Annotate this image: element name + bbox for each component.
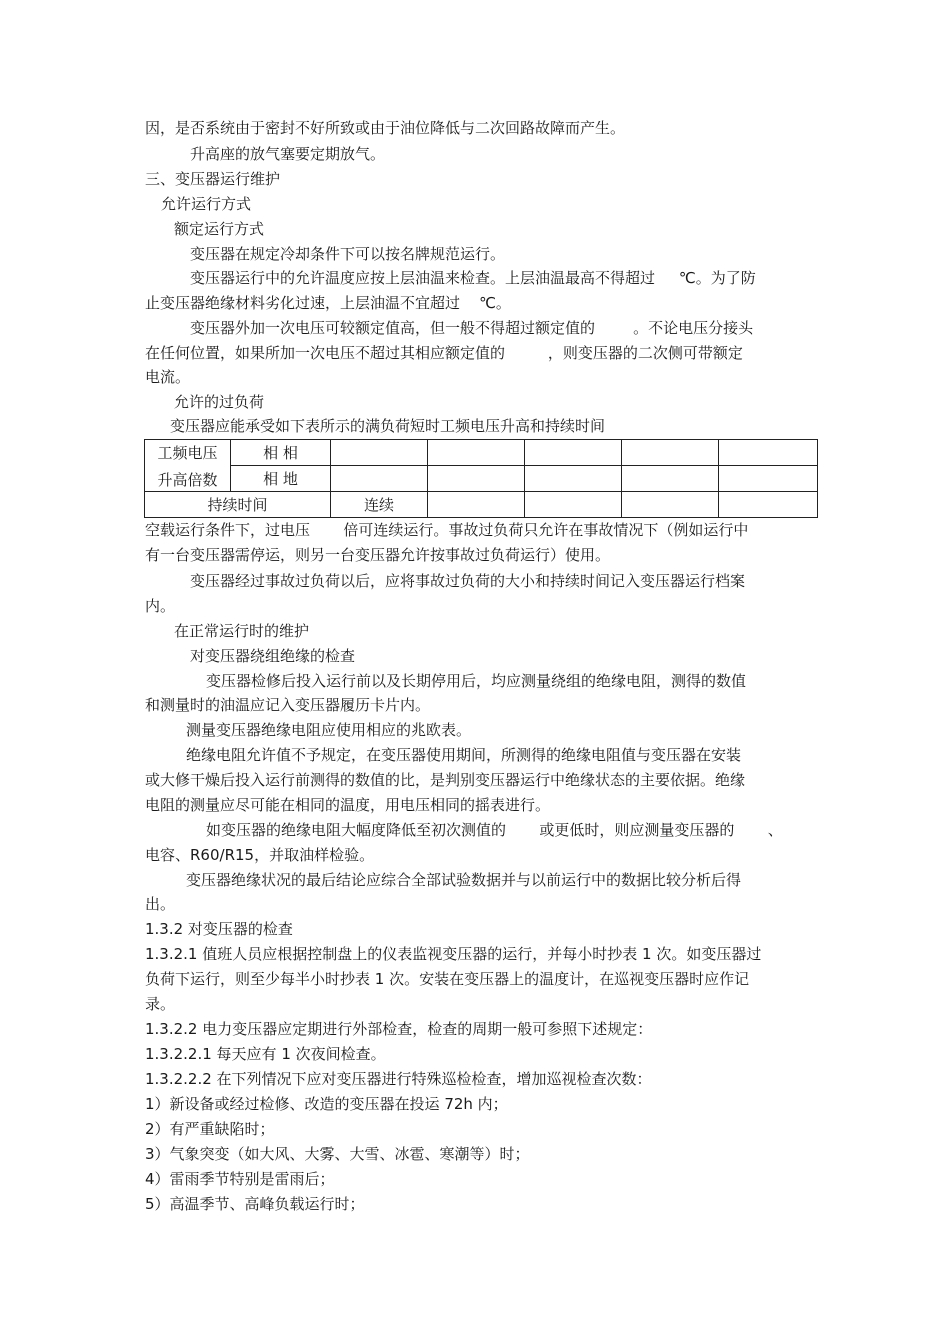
- text-line: 1.3.2.2 电力变压器应定期进行外部检查，检查的周期一般可参照下述规定：: [145, 1020, 653, 1038]
- text-line: 空载运行条件下，过电压 倍可连续运行。事故过负荷只允许在事故情况下（例如运行中: [145, 521, 749, 539]
- text-line: 录。: [145, 995, 176, 1013]
- table-cell: [622, 440, 719, 466]
- row-header-line: 工频电压: [157, 443, 218, 462]
- text-line: 变压器经过事故过负荷以后，应将事故过负荷的大小和持续时间记入变压器运行档案: [190, 572, 746, 590]
- text-line: 出。: [145, 895, 176, 913]
- list-item: 2）有严重缺陷时；: [145, 1120, 275, 1138]
- text-line: 升高座的放气塞要定期放气。: [190, 145, 386, 163]
- text-line: 变压器绝缘状况的最后结论应综合全部试验数据并与以前运行中的数据比较分析后得: [186, 871, 742, 889]
- table-cell: [331, 466, 428, 492]
- text-line: 电容、R60/R15，并取油样检验。: [145, 846, 375, 864]
- text-line: 因，是否系统由于密封不好所致或由于油位降低与二次回路故障而产生。: [145, 119, 626, 137]
- row-header-line: 升高倍数: [157, 470, 218, 489]
- subsection-heading: 额定运行方式: [174, 220, 265, 238]
- text-line: 1.3.2.2.2 在下列情况下应对变压器进行特殊巡检检查，增加巡视检查次数：: [145, 1070, 652, 1088]
- subsection-heading: 允许运行方式: [161, 195, 252, 213]
- table-cell: [428, 492, 525, 518]
- table-caption: 变压器应能承受如下表所示的满负荷短时工频电压升高和持续时间: [170, 417, 606, 435]
- table-cell: [622, 492, 719, 518]
- text-line: 止变压器绝缘材料劣化过速，上层油温不宜超过 ℃。: [145, 294, 511, 312]
- list-item: 5）高温季节、高峰负载运行时；: [145, 1195, 365, 1213]
- table-cell: [719, 466, 818, 492]
- table-cell: [331, 440, 428, 466]
- text-line: 1.3.2.1 值班人员应根据控制盘上的仪表监视变压器的运行，并每小时抄表 1 次。如变压器过: [145, 945, 762, 963]
- table-cell: [428, 440, 525, 466]
- text-line: 或大修干燥后投入运行前测得的数值的比，是判别变压器运行中绝缘状态的主要依据。绝缘: [145, 771, 746, 789]
- phase-phase-cell: 相 相: [231, 440, 331, 466]
- subsection-heading: 允许的过负荷: [174, 393, 265, 411]
- text-line: 和测量时的油温应记入变压器履历卡片内。: [145, 696, 431, 714]
- text-line: 如变压器的绝缘电阻大幅度降低至初次测值的 或更低时，则应测量变压器的 、: [206, 821, 783, 839]
- table-cell: [428, 466, 525, 492]
- list-item: 1）新设备或经过检修、改造的变压器在投运 72h 内；: [145, 1095, 508, 1113]
- duration-label-cell: 持续时间: [145, 492, 331, 518]
- overvoltage-table: [144, 439, 818, 518]
- table-cell: [719, 440, 818, 466]
- text-line: 电流。: [145, 368, 191, 386]
- table-cell: [525, 440, 622, 466]
- table-cell: [719, 492, 818, 518]
- table-cell: [622, 466, 719, 492]
- text-line: 1.3.2.2.1 每天应有 1 次夜间检查。: [145, 1045, 386, 1063]
- row-header-cell: [145, 440, 231, 492]
- list-item: 3）气象突变（如大风、大雾、大雪、冰雹、寒潮等）时；: [145, 1145, 530, 1163]
- text-line: 绝缘电阻允许值不予规定，在变压器使用期间，所测得的绝缘电阻值与变压器在安装: [186, 746, 742, 764]
- section-heading: 1.3.2 对变压器的检查: [145, 920, 293, 938]
- table-cell: [525, 466, 622, 492]
- continuous-cell: 连续: [331, 492, 428, 518]
- text-line: 测量变压器绝缘电阻应使用相应的兆欧表。: [186, 721, 472, 739]
- text-line: 变压器外加一次电压可较额定值高，但一般不得超过额定值的 。不论电压分接头: [190, 319, 754, 337]
- text-line: 电阻的测量应尽可能在相同的温度，用电压相同的摇表进行。: [145, 796, 551, 814]
- list-item: 4）雷雨季节特别是雷雨后；: [145, 1170, 335, 1188]
- text-line: 变压器运行中的允许温度应按上层油温来检查。上层油温最高不得超过 ℃。为了防: [190, 269, 756, 287]
- subsection-heading: 对变压器绕组绝缘的检查: [190, 647, 356, 665]
- text-line: 有一台变压器需停运，则另一台变压器允许按事故过负荷运行）使用。: [145, 546, 611, 564]
- text-line: 负荷下运行，则至少每半小时抄表 1 次。安装在变压器上的温度计，在巡视变压器时应作记: [145, 970, 750, 988]
- phase-ground-cell: 相 地: [231, 466, 331, 492]
- section-heading: 三、变压器运行维护: [145, 170, 281, 188]
- text-line: 内。: [145, 597, 176, 615]
- subsection-heading: 在正常运行时的维护: [174, 622, 310, 640]
- text-line: 在任何位置，如果所加一次电压不超过其相应额定值的 ，则变压器的二次侧可带额定: [145, 344, 743, 362]
- table-cell: [525, 492, 622, 518]
- text-line: 变压器在规定冷却条件下可以按名牌规范运行。: [190, 245, 506, 263]
- text-line: 变压器检修后投入运行前以及长期停用后，均应测量绕组的绝缘电阻，测得的数值: [206, 672, 747, 690]
